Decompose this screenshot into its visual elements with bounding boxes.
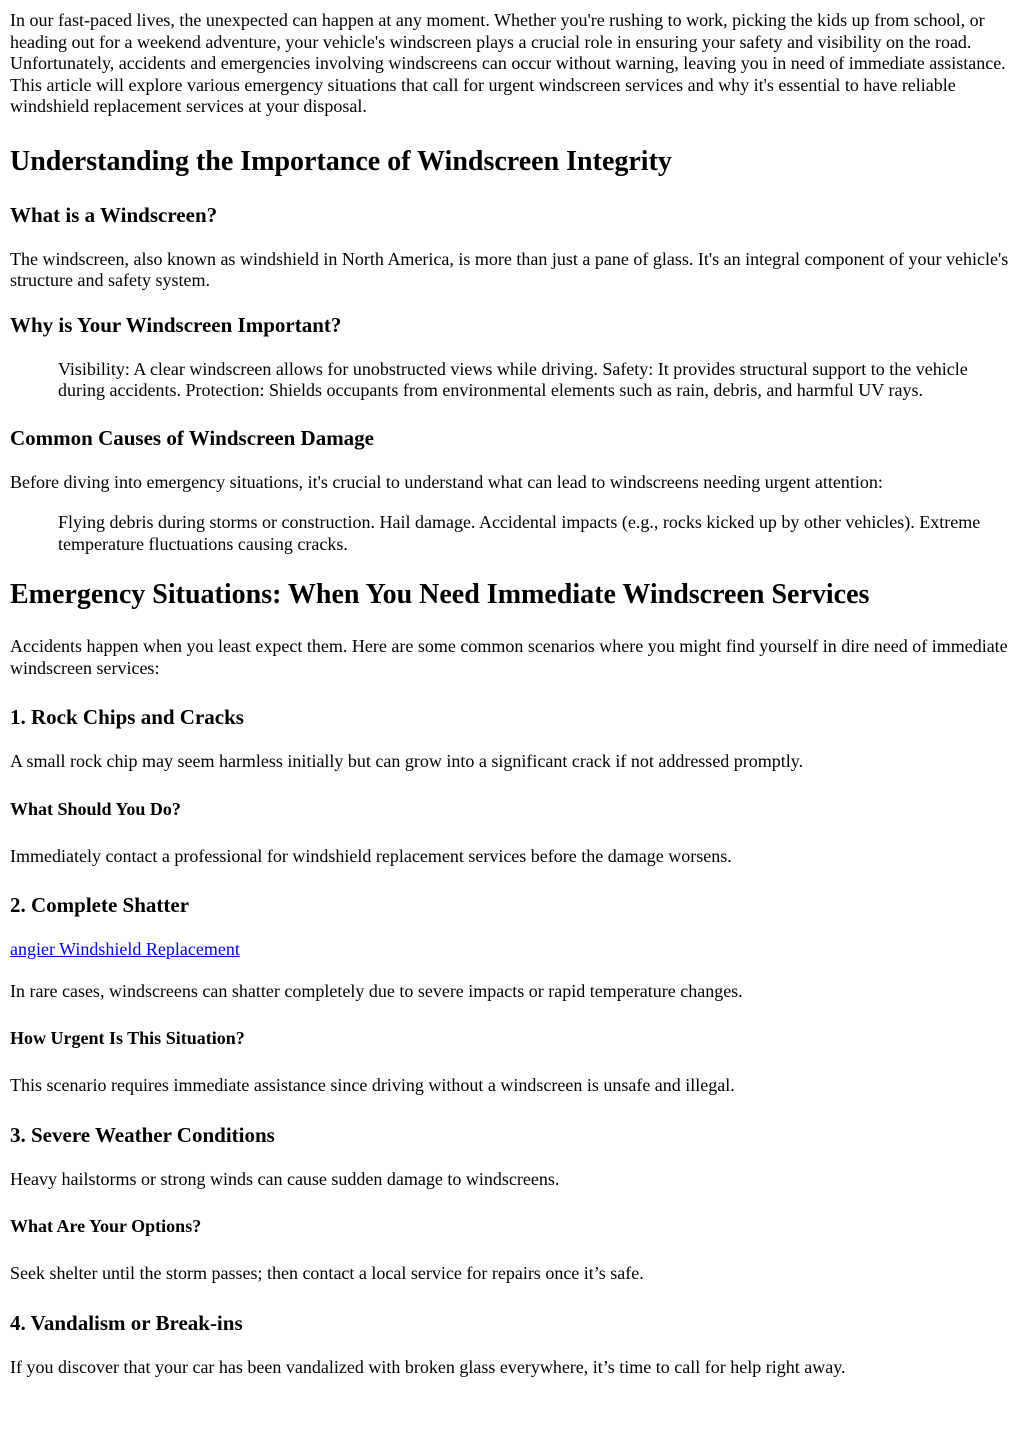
section-title-integrity: Understanding the Importance of Windscreen Integrity	[10, 145, 672, 177]
subheading-how-urgent: How Urgent Is This Situation?	[10, 1028, 245, 1048]
subheading-what-should-you-do: What Should You Do?	[10, 798, 181, 819]
heading-severe-weather: 3. Severe Weather Conditions	[10, 1122, 275, 1147]
paragraph-how-urgent: This scenario requires immediate assistance since driving without a windscreen is unsafe and illegal.	[10, 1075, 735, 1095]
paragraph-what-should-you-do: Immediately contact a professional for windshield replacement services before the damage worsens.	[10, 845, 732, 866]
list-common-causes: Flying debris during storms or construction. Hail damage. Accidental impacts (e.g., rocks kicked up by other vehicles). Extreme temperature fluctuations causing cracks.	[58, 512, 981, 554]
windshield-replacement-link[interactable]: angier Windshield Replacement	[10, 939, 240, 959]
paragraph-emergency-intro: Accidents happen when you least expect them. Here are some common scenarios where you might find yourself in dire need of immediate windscreen services:	[10, 636, 1008, 678]
paragraph-what-is-windscreen: The windscreen, also known as windshield in North America, is more than just a pane of glass. It's an integral component of your vehicle's structure and safety system.	[10, 248, 1009, 290]
heading-why-important: Why is Your Windscreen Important?	[10, 312, 342, 337]
paragraph-vandalism: If you discover that your car has been vandalized with broken glass everywhere, it’s time to call for help right away.	[10, 1356, 846, 1377]
paragraph-common-causes: Before diving into emergency situations, it's crucial to understand what can lead to windscreens needing urgent attention:	[10, 471, 883, 492]
paragraph-severe-weather: Heavy hailstorms or strong winds can cause sudden damage to windscreens.	[10, 1168, 560, 1189]
heading-complete-shatter: 2. Complete Shatter	[10, 893, 190, 917]
section-title-emergency: Emergency Situations: When You Need Immediate Windscreen Services	[10, 579, 870, 610]
heading-common-causes: Common Causes of Windscreen Damage	[10, 425, 375, 450]
paragraph-rock-chips: A small rock chip may seem harmless initially but can grow into a significant crack if not addressed promptly.	[10, 751, 804, 771]
subheading-your-options: What Are Your Options?	[10, 1216, 202, 1236]
list-why-important: Visibility: A clear windscreen allows for unobstructed views while driving. Safety: It provides structural support to the vehicle during accidents. Protection: Shields occupants from environmental elements such as rain, debris, and harmful UV rays.	[58, 358, 968, 400]
intro-paragraph: In our fast-paced lives, the unexpected can happen at any moment. Whether you're rushing to work, picking the kids up from school, or heading out for a weekend adventure, your vehicle's windscreen plays a crucial role in ensuring your safety and visibility on the road. Unfortunately, accidents and emergencies involving windscreens can occur without warning, leaving you in need of immediate assistance. This article will explore various emergency situations that call for urgent windscreen services and why it's essential to have reliable windshield replacement services at your disposal.	[10, 10, 1006, 116]
paragraph-your-options: Seek shelter until the storm passes; then contact a local service for repairs once it’s safe.	[10, 1263, 644, 1283]
heading-vandalism: 4. Vandalism or Break-ins	[10, 1310, 243, 1335]
paragraph-complete-shatter: In rare cases, windscreens can shatter completely due to severe impacts or rapid temperature changes.	[10, 980, 743, 1001]
heading-what-is-windscreen: What is a Windscreen?	[10, 202, 218, 227]
link-line	[10, 939, 1014, 961]
heading-rock-chips: 1. Rock Chips and Cracks	[10, 705, 244, 729]
